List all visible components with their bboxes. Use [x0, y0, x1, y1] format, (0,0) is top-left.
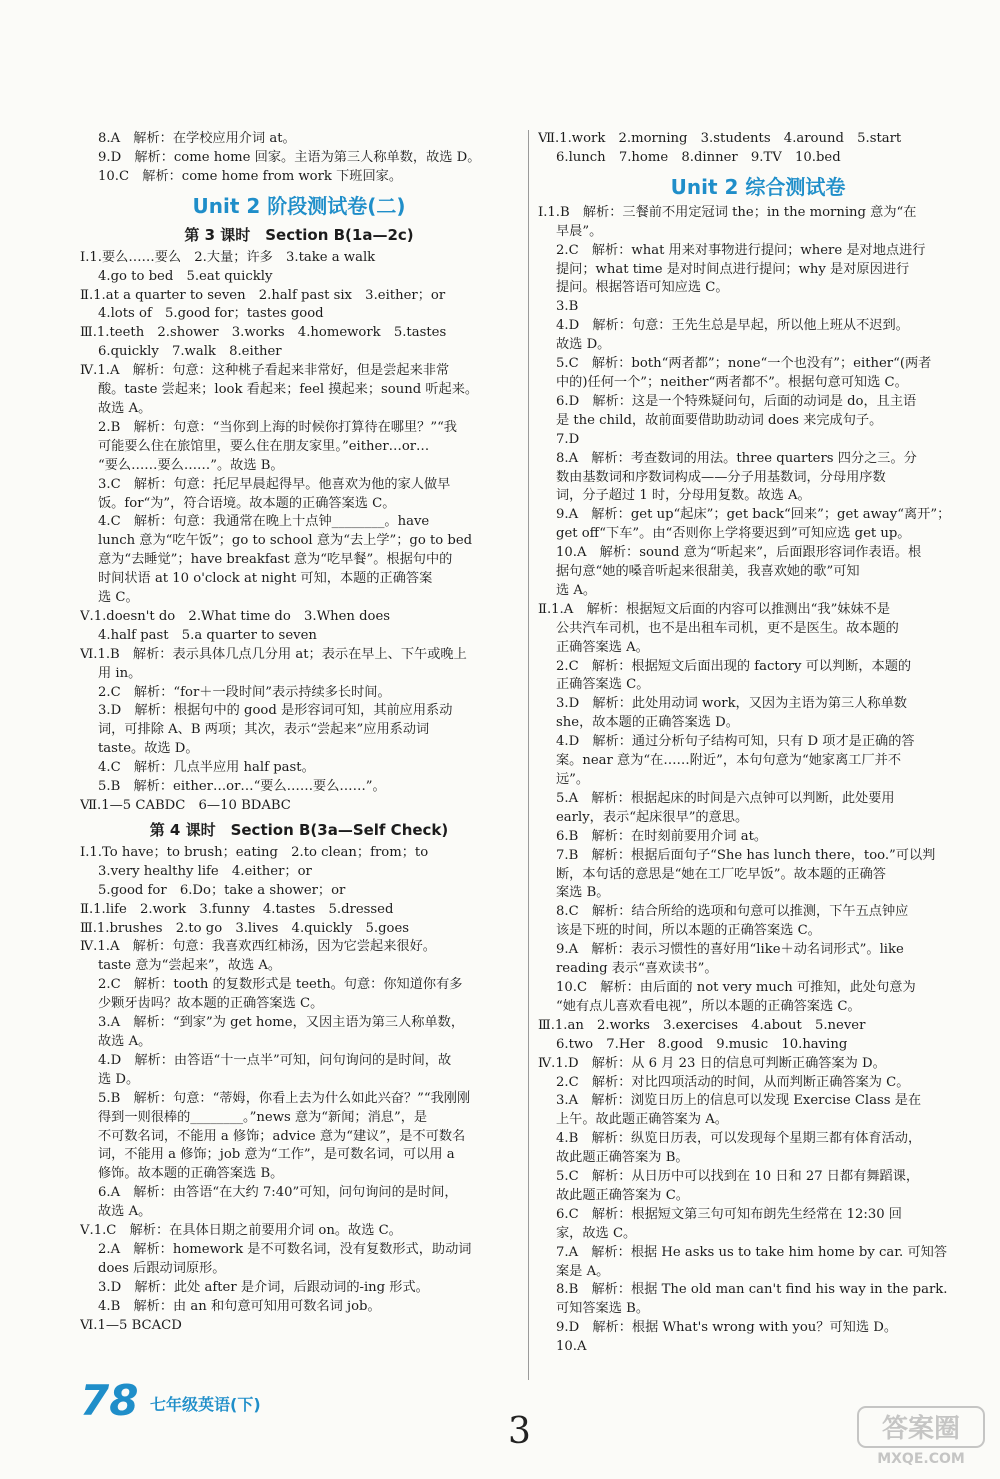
- answer-line: 8.A 解析：考查数词的用法。three quarters 四分之三。分: [556, 450, 917, 466]
- answer-line: 5.good for 6.Do；take a shower；or: [98, 882, 346, 898]
- answer-line: 7.D: [556, 431, 580, 447]
- answer-line: she，故本题的正确答案选 D。: [556, 715, 739, 731]
- answer-line: Ⅱ.1.life 2.work 3.funny 4.tastes 5.dressed: [80, 901, 394, 917]
- answer-line: Ⅲ.1.teeth 2.shower 3.works 4.homework 5.tastes: [80, 325, 447, 341]
- answer-line: “要么……要么……”。故选 B。: [98, 457, 284, 473]
- watermark-logo: [856, 1405, 986, 1467]
- answer-line: 选 D。: [98, 1071, 140, 1087]
- answer-line: 5.C 解析：both“两者都”；none“一个也没有”；either“(两者: [556, 356, 932, 372]
- answer-line: Ⅳ.1.D 解析：从 6 月 23 日的信息可判断正确答案为 D。: [538, 1055, 886, 1071]
- answer-line: 故此题正确答案为 C。: [556, 1187, 689, 1203]
- answer-line: 可能要么住在旅馆里，要么住在朋友家里。”either…or…: [98, 438, 430, 454]
- answer-line: 案是 A。: [556, 1263, 610, 1279]
- answer-line: 6.D 解析：这是一个特殊疑问句，后面的动词是 do，且主语: [556, 393, 917, 409]
- answer-line: 案。near 意为“在……附近”，本句句意为“她家离工厂并不: [556, 753, 902, 769]
- answer-line: 3.very healthy life 4.either；or: [98, 863, 312, 879]
- answer-line: Ⅳ.1.A 解析：句意：我喜欢西红柿汤，因为它尝起来很好。: [80, 939, 436, 955]
- answer-line: 提问；what time 是对时间点进行提问；why 是对原因进行: [556, 261, 910, 277]
- answer-line: 得到一则很棒的________。”news 意为“新闻；消息”，是: [98, 1109, 428, 1125]
- answer-line: 2.A 解析：homework 是不可数名词，没有复数形式，助动词: [98, 1241, 472, 1257]
- answer-line: 6.C 解析：根据短文第三句可知布朗先生经常在 12:30 回: [556, 1206, 902, 1222]
- right-column: [538, 130, 978, 1357]
- answer-line: 6.B 解析：在时刻前要用介词 at。: [556, 828, 768, 844]
- answer-line: 3.D 解析：此处用动词 work，又因为主语为第三人称单数: [556, 696, 907, 712]
- answer-line: Ⅶ.1.work 2.morning 3.students 4.around 5.start: [538, 131, 902, 146]
- answer-line: “她有点儿喜欢看电视”，所以本题的正确答案选 C。: [556, 998, 861, 1014]
- answer-line: 10.A 解析：sound 意为“听起来”，后面跟形容词作表语。根: [556, 545, 922, 561]
- answer-line: 8.B 解析：根据 The old man can't find his way in the park.: [556, 1282, 948, 1298]
- answer-line: 5.B 解析：句意：“蒂姆，你看上去为什么如此兴奋？”“我刚刚: [98, 1090, 471, 1106]
- handwritten-mark: 3: [508, 1411, 531, 1452]
- answer-line: 7.B 解析：根据后面句子“She has lunch there，too.”可以判: [556, 847, 936, 863]
- answer-line: 可知答案选 B。: [556, 1301, 650, 1317]
- answer-line: 4.B 解析：纵览日历表，可以发现每个星期三都有体育活动，: [556, 1131, 922, 1147]
- answer-line: 6.lunch 7.home 8.dinner 9.TV 10.bed: [556, 149, 841, 165]
- answer-line: 4.D 解析：由答语“十一点半”可知，问句询问的是时间，故: [98, 1052, 452, 1068]
- answer-line: 词，分子超过 1 时，分母用复数。故选 A。: [556, 488, 811, 504]
- answer-line: taste。故选 D。: [98, 741, 199, 757]
- unit-title: Unit 2 阶段测试卷(二): [192, 193, 406, 218]
- answer-line: Ⅲ.1.brushes 2.to go 3.lives 4.quickly 5.goes: [80, 920, 410, 936]
- answer-line: does 后跟动词原形。: [98, 1260, 226, 1276]
- answer-line: 4.go to bed 5.eat quickly: [98, 268, 273, 284]
- answer-line: 正确答案选 C。: [556, 677, 650, 693]
- answer-line: taste 意为“尝起来”，故选 A。: [98, 958, 282, 974]
- answer-line: Ⅵ.1.B 解析：表示具体几点几分用 at；表示在早上、下午或晚上: [80, 646, 467, 662]
- answer-line: 10.C 解析：由后面的 not very much 可推知，此处句意为: [556, 979, 916, 995]
- answer-line: 3.D 解析：此处 after 是介词，后跟动词的-ing 形式。: [98, 1279, 429, 1295]
- answer-line: 时间状语 at 10 o'clock at night 可知，本题的正确答案: [98, 571, 433, 587]
- answer-line: Ⅱ.1.A 解析：根据短文后面的内容可以推测出“我”妹妹不是: [538, 601, 891, 617]
- answer-line: 酸。taste 尝起来；look 看起来；feel 摸起来；sound 听起来。: [98, 382, 479, 398]
- column-divider: [528, 130, 529, 1380]
- answer-line: 上午。故此题正确答案为 A。: [556, 1112, 728, 1128]
- answer-line: Ⅳ.1.A 解析：句意：这种桃子看起来非常好，但是尝起来非常: [80, 363, 450, 379]
- answer-line: 3.A 解析：浏览日历上的信息可以发现 Exercise Class 是在: [556, 1093, 922, 1109]
- answer-line: Ⅰ.1.B 解析：三餐前不用定冠词 the；in the morning 意为“在: [538, 204, 917, 220]
- answer-line: 4.D 解析：句意：王先生总是早起，所以他上班从不迟到。: [556, 318, 909, 334]
- answer-line: 家，故选 C。: [556, 1225, 637, 1241]
- answer-line: reading 表示“喜欢读书”。: [556, 961, 718, 977]
- answer-line: 饭。for“为”，符合语境。故本题的正确答案选 C。: [98, 495, 396, 511]
- answer-line: 3.C 解析：句意：托尼早晨起得早。他喜欢为他的家人做早: [98, 476, 451, 492]
- answer-line: Ⅰ.1.To have；to brush；eating 2.to clean；from；to: [80, 844, 429, 860]
- answer-line: 10.A: [556, 1339, 587, 1355]
- answer-line: 2.C 解析：“for＋一段时间”表示持续多长时间。: [98, 684, 391, 700]
- answer-line: 少颗牙齿吗？故本题的正确答案选 C。: [98, 996, 324, 1012]
- answer-line: 9.A 解析：get up“起床”；get back“回来”；get away“离开”；: [556, 507, 951, 523]
- answer-line: 4.C 解析：几点半应用 half past。: [98, 760, 315, 776]
- answer-line: Ⅵ.1—5 BCACD: [80, 1317, 182, 1333]
- answer-line: 不可数名词，不能用 a 修饰；advice 意为“建议”，是不可数名: [98, 1128, 466, 1144]
- answer-line: Ⅰ.1.要么……要么 2.大量；许多 3.take a walk: [80, 249, 376, 265]
- answer-line: Ⅴ.1.doesn't do 2.What time do 3.When does: [80, 608, 391, 624]
- answer-line: 7.A 解析：根据 He asks us to take him home by car. 可知答: [556, 1244, 948, 1260]
- answer-line: 断，本句话的意思是“她在工厂吃早饭”。故本题的正确答: [556, 866, 886, 882]
- watermark-subtext: MXQE.COM: [877, 1451, 965, 1467]
- answer-line: 故选 D。: [556, 337, 611, 353]
- answer-line: 故选 A。: [98, 1204, 152, 1220]
- answer-line: 8.C 解析：结合所给的选项和句意可以推测，下午五点钟应: [556, 904, 909, 920]
- book-title: 七年级英语(下): [150, 1395, 261, 1414]
- answer-line: 公共汽车司机，也不是出租车司机，更不是医生。故本题的: [556, 620, 899, 636]
- answer-line: 5.A 解析：根据起床的时间是六点钟可以判断，此处要用: [556, 790, 895, 806]
- answer-line: 中的)任何一个”；neither“两者都不”。根据句意可知选 C。: [556, 374, 908, 390]
- answer-line: 9.A 解析：表示习惯性的喜好用“like＋动名词形式”。like: [556, 942, 904, 958]
- lesson-title: 第 3 课时 Section B(1a—2c): [184, 225, 414, 244]
- answer-line: 10.C 解析：come home from work 下班回家。: [98, 168, 403, 184]
- answer-line: 8.A 解析：在学校应用介词 at。: [98, 131, 296, 146]
- answer-line: 4.lots of 5.good for；tastes good: [98, 306, 324, 322]
- answer-line: Ⅲ.1.an 2.works 3.exercises 4.about 5.never: [538, 1017, 866, 1033]
- answer-line: 是 the child，故前面要借助助动词 does 来完成句子。: [556, 412, 883, 428]
- answer-line: 2.C 解析：tooth 的复数形式是 teeth。句意：你知道你有多: [98, 977, 463, 993]
- page-number: 78: [80, 1376, 139, 1425]
- answer-line: 4.D 解析：通过分析句子结构可知，只有 D 项才是正确的答: [556, 734, 915, 750]
- answer-line: 意为“去睡觉”；have breakfast 意为“吃早餐”。根据句中的: [98, 552, 453, 568]
- answer-line: early，表示“起床很早”的意思。: [556, 809, 749, 825]
- answer-line: 故选 A。: [98, 400, 152, 416]
- answer-line: 5.B 解析：either…or…“要么……要么……”。: [98, 779, 386, 795]
- answer-line: 9.D 解析：come home 回家。主语为第三人称单数，故选 D。: [98, 149, 481, 165]
- answer-line: 故此题正确答案为 B。: [556, 1150, 689, 1166]
- unit-title: Unit 2 综合测试卷: [670, 174, 846, 199]
- lesson-title: 第 4 课时 Section B(3a—Self Check): [149, 820, 449, 839]
- answer-line: 6.two 7.Her 8.good 9.music 10.having: [556, 1036, 848, 1052]
- answer-line: 4.half past 5.a quarter to seven: [98, 627, 317, 643]
- watermark-text: 答案圈: [881, 1414, 961, 1444]
- answer-line: 4.C 解析：句意：我通常在晚上十点钟________。have: [98, 514, 430, 530]
- answer-line: 提问。根据答语可知应选 C。: [556, 280, 729, 296]
- answer-line: 故选 A。: [98, 1033, 152, 1049]
- answer-line: 据句意“她的嗓音听起来很甜美，我喜欢她的歌”可知: [556, 564, 860, 580]
- answer-line: 6.quickly 7.walk 8.either: [98, 344, 282, 360]
- answer-line: 正确答案选 A。: [556, 639, 649, 655]
- answer-line: 3.A 解析：“到家”为 get home，又因主语为第三人称单数，: [98, 1015, 465, 1031]
- answer-line: Ⅴ.1.C 解析：在具体日期之前要用介词 on。故选 C。: [80, 1223, 402, 1239]
- answer-line: 案选 B。: [556, 885, 610, 901]
- answer-line: 2.C 解析：what 用来对事物进行提问；where 是对地点进行: [556, 242, 926, 258]
- answer-line: 该是下班的时间，所以本题的正确答案选 C。: [556, 923, 821, 939]
- answer-line: 2.C 解析：对比四项活动的时间，从而判断正确答案为 C。: [556, 1074, 910, 1090]
- answer-line: 3.B: [556, 299, 579, 315]
- answer-line: lunch 意为“吃午饭”；go to school 意为“去上学”；go to bed: [98, 533, 473, 549]
- answer-line: 4.B 解析：由 an 和句意可知用可数名词 job。: [98, 1298, 381, 1314]
- answer-line: Ⅶ.1—5 CABDC 6—10 BDABC: [80, 798, 291, 813]
- answer-line: 词，不能用 a 修饰；job 意为“工作”，是可数名词，可以用 a: [98, 1147, 455, 1163]
- answer-line: 2.C 解析：根据短文后面出现的 factory 可以判断，本题的: [556, 658, 912, 674]
- answer-line: 选 A。: [556, 582, 597, 598]
- left-column: [80, 130, 518, 1335]
- answer-line: 数由基数词和序数词构成——分子用基数词，分母用序数: [556, 469, 886, 485]
- answer-line: 6.A 解析：由答语“在大约 7:40”可知，问句询问的是时间，: [98, 1185, 458, 1201]
- answer-line: 9.D 解析：根据 What's wrong with you？可知选 D。: [556, 1320, 898, 1336]
- answer-line: 修饰。故本题的正确答案选 B。: [98, 1166, 284, 1182]
- answer-line: 5.C 解析：从日历中可以找到在 10 日和 27 日都有舞蹈课，: [556, 1169, 920, 1185]
- answer-line: 词，可排除 A、B 两项；其次，表示“尝起来”应用系动词: [98, 722, 430, 738]
- answer-line: Ⅱ.1.at a quarter to seven 2.half past six 3.either；or: [80, 287, 446, 303]
- answer-line: get off“下车”。由“否则你上学将要迟到”可知应选 get up。: [556, 526, 911, 542]
- answer-line: 远”。: [556, 772, 590, 787]
- answer-line: 3.D 解析：根据句中的 good 是形容词可知，其前应用系动: [98, 703, 453, 719]
- answer-line: 2.B 解析：句意：“当你到上海的时候你打算待在哪里？”“我: [98, 419, 457, 435]
- answer-line: 选 C。: [98, 590, 139, 606]
- answer-line: 早晨”。: [556, 223, 603, 239]
- answer-line: 用 in。: [98, 665, 142, 681]
